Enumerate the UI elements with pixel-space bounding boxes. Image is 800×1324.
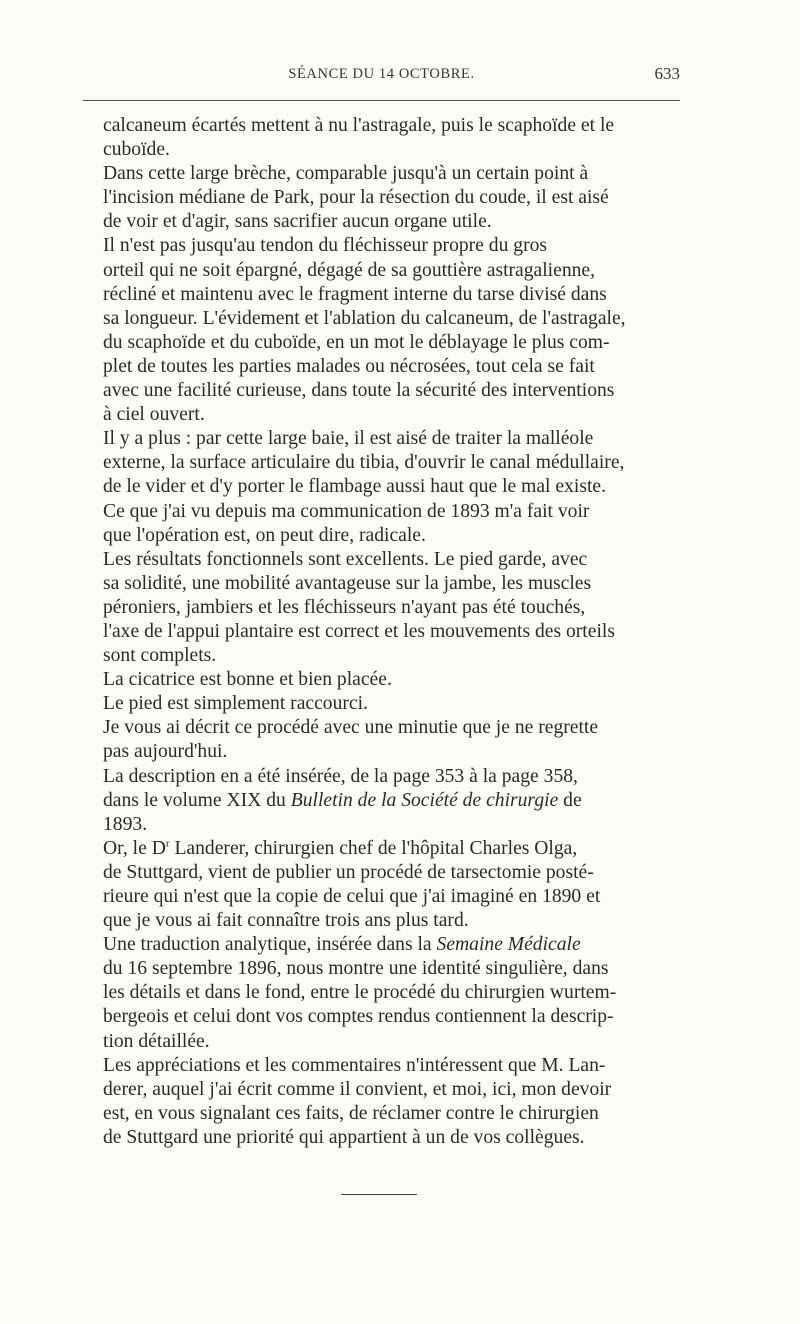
text-line: Je vous ai décrit ce procédé avec une minutie que je ne regrette [103, 717, 599, 739]
text-span: Or, le D [103, 837, 166, 859]
text-line: Il n'est pas jusqu'au tendon du fléchisseur propre du gros [103, 235, 548, 257]
text-line: du scaphoïde et du cuboïde, en un mot le déblayage le plus com- [103, 331, 610, 353]
paragraph [83, 500, 680, 548]
running-title-part: SÉANCE DU [288, 66, 379, 82]
text-line: La description en a été insérée, de la page 353 à la page 358, [103, 765, 578, 787]
text-line: tion détaillée. [103, 1030, 210, 1052]
paragraph [83, 716, 680, 764]
text-span: Une traduction analytique, insérée dans la [103, 934, 437, 956]
paragraph [83, 765, 680, 837]
text-line: sont complets. [103, 645, 217, 667]
text-line: Les résultats fonctionnels sont excellents. Le pied garde, avec [103, 548, 588, 570]
text-line: de le vider et d'y porter le flambage aussi haut que le mal existe. [103, 476, 606, 498]
running-header [83, 62, 680, 90]
text-line: du 16 septembre 1896, nous montre une identité singulière, dans [103, 958, 609, 980]
running-title [83, 66, 680, 83]
end-rule [341, 1194, 417, 1195]
text-line: Dans cette large brèche, comparable jusqu'à un certain point à [103, 163, 589, 185]
paragraph [83, 234, 680, 427]
text-line: de Stuttgard, vient de publier un procédé de tarsectomie posté- [103, 861, 594, 883]
header-rule [83, 100, 680, 101]
text-line: Il y a plus : par cette large baie, il est aisé de traiter la malléole [103, 428, 594, 450]
text-line: que je vous ai fait connaître trois ans plus tard. [103, 910, 469, 932]
text-line: La cicatrice est bonne et bien placée. [103, 669, 392, 691]
paragraph [83, 933, 680, 1053]
running-title-part: OCTOBRE. [394, 66, 475, 82]
text-line: sa longueur. L'évidement et l'ablation du calcaneum, de l'astragale, [103, 307, 626, 329]
text-line [83, 837, 680, 861]
text-line: de Stuttgard une priorité qui appartient à un de vos collègues. [103, 1126, 585, 1148]
text-line: derer, auquel j'ai écrit comme il convient, et moi, ici, mon devoir [103, 1078, 612, 1100]
paragraph [83, 162, 680, 234]
text-line: cuboïde. [103, 139, 170, 161]
text-line: l'axe de l'appui plantaire est correct et les mouvements des orteils [103, 620, 615, 642]
text-line: pas aujourd'hui. [103, 741, 228, 763]
text-line: orteil qui ne soit épargné, dégagé de sa gouttière astragalienne, [103, 259, 596, 281]
text-line: est, en vous signalant ces faits, de réclamer contre le chirurgien [103, 1102, 599, 1124]
text-line: plet de toutes les parties malades ou nécrosées, tout cela se fait [103, 355, 595, 377]
text-line: sa solidité, une mobilité avantageuse sur la jambe, les muscles [103, 572, 592, 594]
text-line: Les appréciations et les commentaires n'intéressent que M. Lan- [103, 1054, 606, 1076]
text-span: Landerer, chirurgien chef de l'hôpital Charles Olga, [169, 837, 578, 859]
paragraph-group [83, 1054, 680, 1150]
text-line: avec une facilité curieuse, dans toute la sécurité des interventions [103, 380, 615, 402]
paragraph [83, 837, 680, 933]
text-span: dans le volume XIX du [103, 789, 291, 811]
body-text [83, 114, 680, 1150]
text-line: 1893. [103, 813, 148, 835]
paragraph [83, 427, 680, 499]
text-line: de voir et d'agir, sans sacrifier aucun organe utile. [103, 211, 492, 233]
text-line: à ciel ouvert. [103, 404, 205, 426]
page-number: 633 [654, 64, 680, 83]
text-line: Le pied est simplement raccourci. [103, 693, 368, 715]
text-line: les détails et dans le fond, entre le procédé du chirurgien wurtem- [103, 982, 617, 1004]
text-line: externe, la surface articulaire du tibia, d'ouvrir le canal médullaire, [103, 452, 625, 474]
running-title-date: 14 [378, 66, 395, 82]
paragraph [83, 692, 680, 716]
text-line: péroniers, jambiers et les fléchisseurs n'ayant pas été touchés, [103, 596, 586, 618]
text-line: bergeois et celui dont vos comptes rendus contiennent la descrip- [103, 1006, 614, 1028]
text-span: de [558, 789, 582, 811]
text-line: récliné et maintenu avec le fragment interne du tarse divisé dans [103, 283, 607, 305]
text-line [83, 933, 680, 957]
text-line: l'incision médiane de Park, pour la résection du coude, il est aisé [103, 187, 609, 209]
journal-title: Semaine Médicale [436, 934, 581, 956]
text-line [83, 789, 680, 813]
paragraph [83, 114, 680, 162]
text-line: Ce que j'ai vu depuis ma communication de 1893 m'a fait voir [103, 500, 590, 522]
paragraph [83, 668, 680, 692]
text-line: que l'opération est, on peut dire, radicale. [103, 524, 426, 546]
text-line: calcaneum écartés mettent à nu l'astragale, puis le scaphoïde et le [103, 115, 615, 136]
paragraph [83, 1054, 680, 1150]
text-line: rieure qui n'est que la copie de celui que j'ai imaginé en 1890 et [103, 886, 601, 907]
paragraph [83, 548, 680, 668]
paragraph-group [83, 114, 680, 765]
journal-title: Bulletin de la Société de chirurgie [290, 789, 559, 811]
superscript: r [165, 837, 170, 850]
